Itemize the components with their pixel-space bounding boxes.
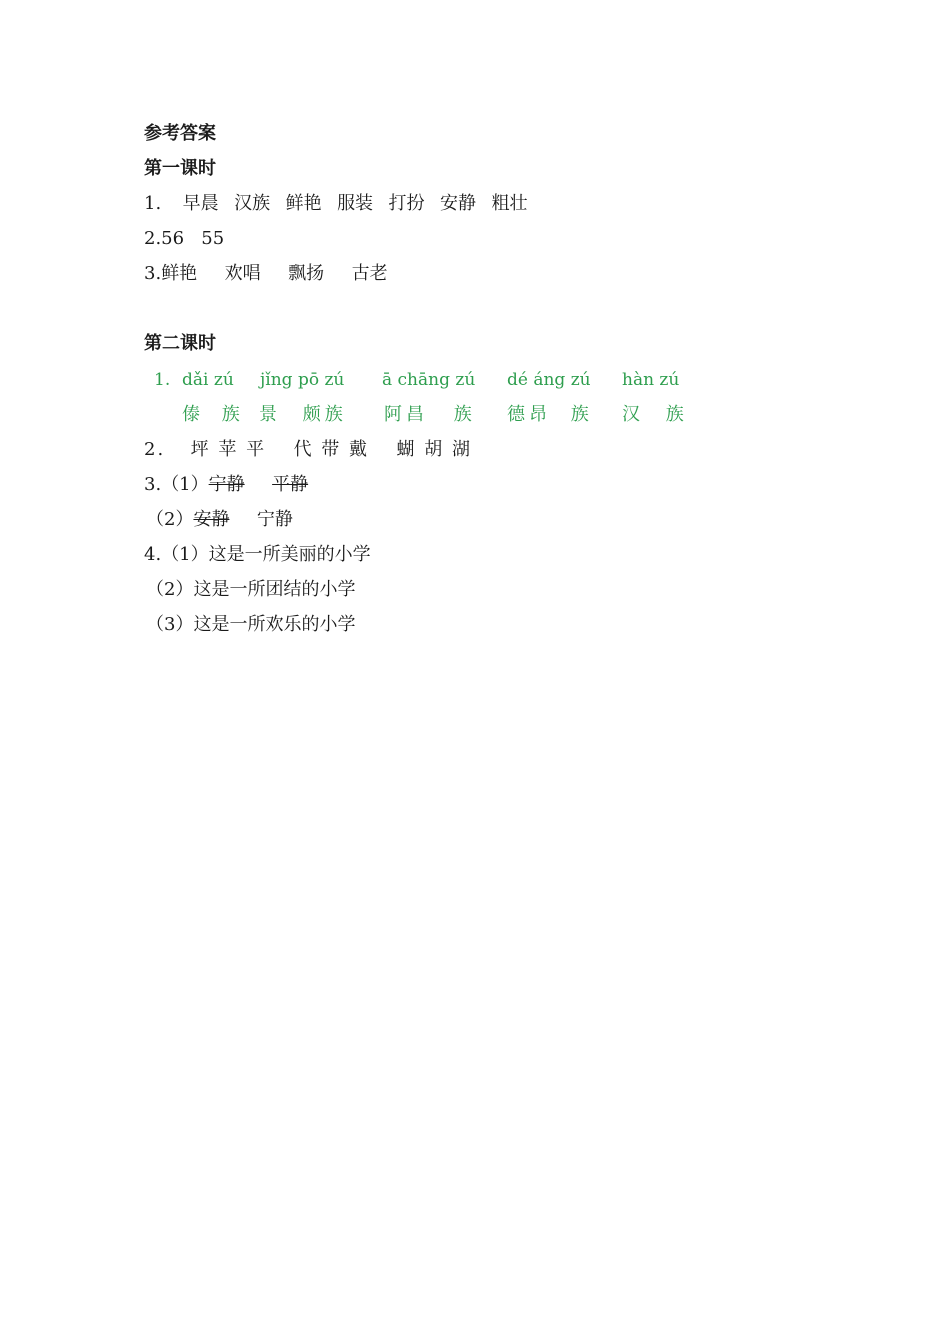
lesson2-q4-item3: （3）这是一所欢乐的小学 [146, 614, 356, 635]
q2-number: 2. [144, 439, 166, 460]
lesson1-q2: 2.56 55 [144, 228, 225, 249]
pinyin: jǐng pō zú [260, 370, 345, 390]
q1-number: 1. [144, 193, 162, 214]
hanzi: 阿昌 族 [384, 404, 476, 425]
word: 打扮 [388, 193, 425, 214]
lesson2-q4-item1 [144, 543, 371, 567]
word: 欢唱 [224, 263, 261, 284]
sentence: （1）这是一所美丽的小学 [161, 544, 371, 565]
hanzi: 德昂 族 [507, 404, 593, 425]
lesson2-q1-pinyin-row [154, 368, 714, 392]
hanzi: 傣 族 [182, 404, 244, 425]
q3-number: 3. [144, 263, 162, 284]
q4-number: 4. [144, 544, 162, 565]
struck-word: 平静 [272, 474, 309, 495]
lesson2-title: 第二课时 [144, 333, 216, 354]
lesson1-title: 第一课时 [144, 158, 216, 179]
hanzi: 景 颇族 [259, 404, 347, 425]
sub-label: （2） [146, 509, 194, 530]
lesson2-q2 [144, 438, 472, 462]
pinyin: dǎi zú [182, 370, 234, 390]
lesson2-q3-part2 [146, 508, 293, 532]
lesson2-q1-hanzi-row [154, 403, 714, 427]
q3-number: 3. [144, 474, 162, 495]
lesson1-q3 [144, 262, 388, 286]
pinyin: dé áng zú [507, 370, 591, 390]
pinyin: hàn zú [622, 370, 680, 390]
word: 服装 [337, 193, 374, 214]
word: 粗壮 [491, 193, 528, 214]
pinyin: ā chāng zú [382, 370, 476, 390]
char-group: 代 带 戴 [293, 439, 370, 460]
word: 宁静 [256, 509, 293, 530]
struck-word: 安静 [193, 509, 230, 530]
lesson1-q1 [144, 192, 527, 216]
word: 早晨 [182, 193, 219, 214]
struck-word: 宁静 [208, 474, 245, 495]
char-group: 坪 苹 平 [190, 439, 267, 460]
q1-number: 1. [154, 370, 171, 390]
page-heading: 参考答案 [144, 123, 216, 144]
word: 古老 [351, 263, 388, 284]
lesson2-q3-part1 [144, 473, 308, 497]
char-group: 蝴 胡 湖 [396, 439, 472, 460]
word: 鲜艳 [285, 193, 322, 214]
lesson2-q4-item2: （2）这是一所团结的小学 [146, 579, 356, 600]
sub-label: （1） [161, 474, 209, 495]
word: 汉族 [234, 193, 271, 214]
hanzi: 汉 族 [622, 404, 688, 425]
word: 安静 [440, 193, 476, 214]
word: 飘扬 [288, 263, 325, 284]
word: 鲜艳 [161, 263, 198, 284]
